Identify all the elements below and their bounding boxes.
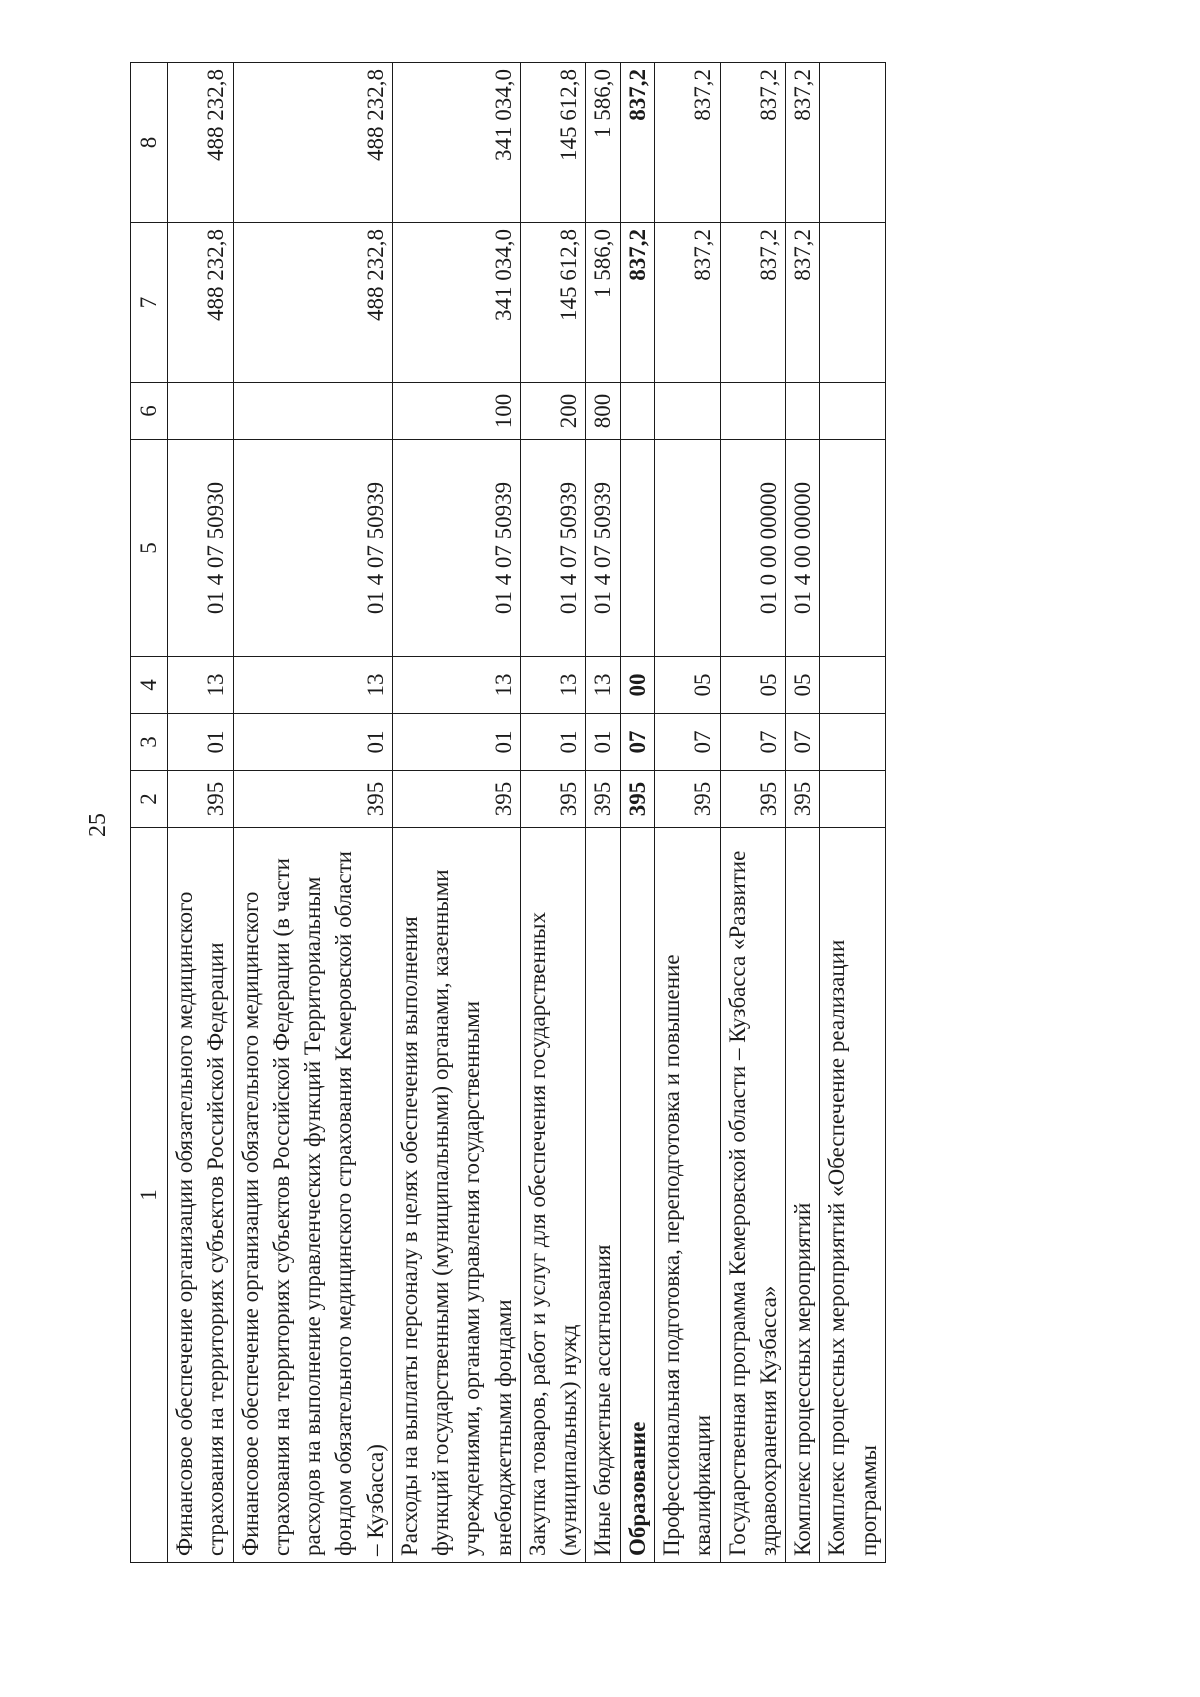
code-5-cell: 01 4 07 50939 (520, 440, 586, 657)
table-row (233, 63, 392, 1563)
code-4-cell: 13 (392, 657, 520, 714)
code-5-cell: 01 4 07 50939 (233, 440, 392, 657)
table-row (168, 63, 234, 1563)
code-3-cell: 07 (620, 714, 654, 771)
code-5-cell: 01 4 00 00000 (786, 440, 820, 657)
amount-7-cell: 837,2 (720, 223, 786, 383)
table-row (820, 63, 886, 1563)
row-name-cell: Иные бюджетные ассигнования (586, 828, 620, 1563)
amount-8-cell: 837,2 (786, 63, 820, 223)
table-row (720, 63, 786, 1563)
header-cell: 3 (131, 714, 168, 771)
amount-7-cell: 837,2 (620, 223, 654, 383)
code-6-cell (820, 383, 886, 440)
code-2-cell: 395 (168, 771, 234, 828)
table-body (168, 63, 886, 1563)
table-row (392, 63, 520, 1563)
header-cell: 8 (131, 63, 168, 223)
code-6-cell (720, 383, 786, 440)
code-5-cell: 01 4 07 50939 (392, 440, 520, 657)
code-4-cell: 05 (720, 657, 786, 714)
amount-8-cell: 1 586,0 (586, 63, 620, 223)
code-2-cell: 395 (586, 771, 620, 828)
code-3-cell: 01 (233, 714, 392, 771)
amount-8-cell: 341 034,0 (392, 63, 520, 223)
code-3-cell: 07 (654, 714, 720, 771)
row-name-cell: Профессиональная подготовка, переподготовка и повышение квалификации (654, 828, 720, 1563)
code-3-cell: 07 (786, 714, 820, 771)
table-row (786, 63, 820, 1563)
code-3-cell: 01 (586, 714, 620, 771)
code-2-cell: 395 (720, 771, 786, 828)
code-6-cell: 800 (586, 383, 620, 440)
amount-7-cell: 341 034,0 (392, 223, 520, 383)
row-name-cell: Комплекс процессных мероприятий «Обеспечение реализации программы (820, 828, 886, 1563)
amount-8-cell: 837,2 (620, 63, 654, 223)
code-4-cell: 13 (168, 657, 234, 714)
code-3-cell: 01 (520, 714, 586, 771)
row-name-cell: Закупка товаров, работ и услуг для обеспечения государственных (муниципальных) нужд (520, 828, 586, 1563)
code-6-cell (620, 383, 654, 440)
table-header-row (131, 63, 168, 1563)
code-2-cell: 395 (233, 771, 392, 828)
header-cell: 7 (131, 223, 168, 383)
amount-7-cell (820, 223, 886, 383)
amount-7-cell: 837,2 (786, 223, 820, 383)
code-6-cell (233, 383, 392, 440)
code-6-cell: 100 (392, 383, 520, 440)
header-cell: 6 (131, 383, 168, 440)
amount-8-cell: 145 612,8 (520, 63, 586, 223)
code-6-cell (654, 383, 720, 440)
code-5-cell: 01 4 07 50930 (168, 440, 234, 657)
code-4-cell: 05 (654, 657, 720, 714)
code-4-cell: 13 (233, 657, 392, 714)
code-4-cell: 13 (520, 657, 586, 714)
code-4-cell (820, 657, 886, 714)
amount-8-cell: 488 232,8 (233, 63, 392, 223)
budget-table-container (130, 63, 1075, 1563)
amount-8-cell (820, 63, 886, 223)
table-row (586, 63, 620, 1563)
amount-7-cell: 1 586,0 (586, 223, 620, 383)
code-5-cell: 01 4 07 50939 (586, 440, 620, 657)
code-5-cell (654, 440, 720, 657)
amount-8-cell: 488 232,8 (168, 63, 234, 223)
header-cell: 5 (131, 440, 168, 657)
header-cell: 4 (131, 657, 168, 714)
header-cell: 1 (131, 828, 168, 1563)
code-2-cell: 395 (520, 771, 586, 828)
code-3-cell (820, 714, 886, 771)
code-4-cell: 05 (786, 657, 820, 714)
code-6-cell: 200 (520, 383, 586, 440)
code-2-cell: 395 (620, 771, 654, 828)
code-2-cell: 395 (786, 771, 820, 828)
amount-7-cell: 145 612,8 (520, 223, 586, 383)
code-6-cell (168, 383, 234, 440)
budget-table (130, 62, 886, 1563)
amount-7-cell: 488 232,8 (168, 223, 234, 383)
code-4-cell: 13 (586, 657, 620, 714)
header-cell: 2 (131, 771, 168, 828)
row-name-cell: Финансовое обеспечение организации обязательного медицинского страхования на территориях субъектов Российской Федерации (168, 828, 234, 1563)
amount-7-cell: 488 232,8 (233, 223, 392, 383)
row-name-cell: Комплекс процессных мероприятий (786, 828, 820, 1563)
code-2-cell: 395 (654, 771, 720, 828)
amount-8-cell: 837,2 (720, 63, 786, 223)
table-row (620, 63, 654, 1563)
row-name-cell: Государственная программа Кемеровской области – Кузбасса «Развитие здравоохранения Кузбасса» (720, 828, 786, 1563)
table-row (654, 63, 720, 1563)
table-row (520, 63, 586, 1563)
code-5-cell: 01 0 00 00000 (720, 440, 786, 657)
amount-7-cell: 837,2 (654, 223, 720, 383)
code-4-cell: 00 (620, 657, 654, 714)
row-name-cell: Образование (620, 828, 654, 1563)
code-6-cell (786, 383, 820, 440)
row-name-cell: Расходы на выплаты персоналу в целях обеспечения выполнения функций государственными (муниципальными) органами, казенными учреждениями, органами управления государственными внебюджетными фондами (392, 828, 520, 1563)
amount-8-cell: 837,2 (654, 63, 720, 223)
code-3-cell: 01 (168, 714, 234, 771)
code-2-cell (820, 771, 886, 828)
code-5-cell (820, 440, 886, 657)
code-5-cell (620, 440, 654, 657)
page-number: 25 (85, 813, 111, 837)
code-3-cell: 01 (392, 714, 520, 771)
code-3-cell: 07 (720, 714, 786, 771)
row-name-cell: Финансовое обеспечение организации обязательного медицинского страхования на территориях субъектов Российской Федерации (в части расходов на выполнение управленческих функций Территориальным фондом обязательного медицинского страхования Кемеровской области – Кузбасса) (233, 828, 392, 1563)
code-2-cell: 395 (392, 771, 520, 828)
